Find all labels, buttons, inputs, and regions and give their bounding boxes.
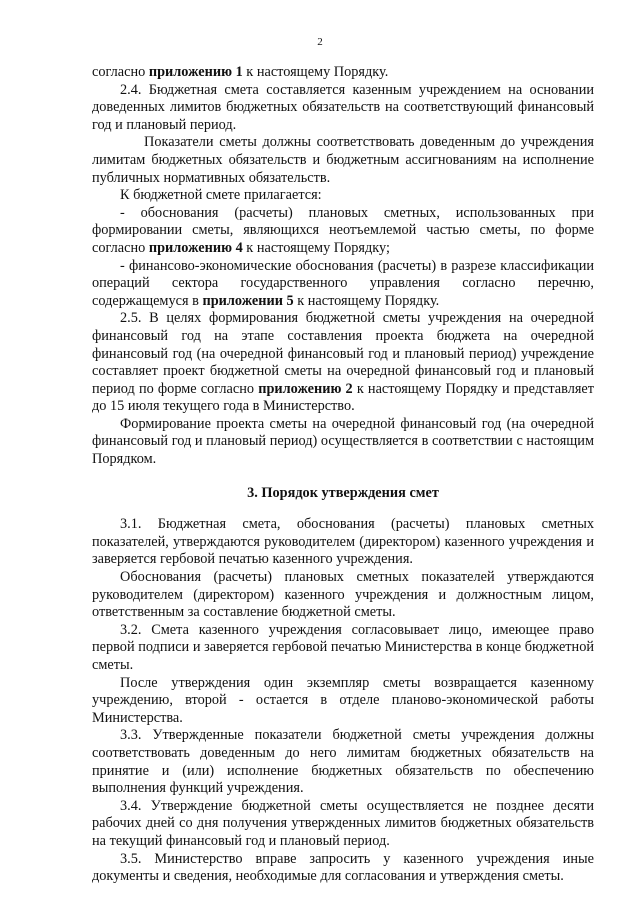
paragraph: согласно приложению 1 к настоящему Порядку. [92,64,389,80]
paragraph: Показатели сметы должны соответствовать доведенным до учреждения лимитам бюджетных обязательств и бюджетным ассигнованиям на исполнение публичных нормативных обязательств. [92,134,594,186]
appendix-reference: приложению 2 [258,380,353,397]
list-item: - обоснования (расчеты) плановых сметных, использованных при формировании сметы, являющихся неотъемлемой частью сметы, по форме согласно приложению 4 к настоящему Порядку; [92,204,594,256]
paragraph: 3.4. Утверждение бюджетной сметы осуществляется не позднее десяти рабочих дней со дня получения утвержденных лимитов бюджетных обязательств на текущий финансовый год и плановый период. [92,797,594,849]
paragraph: 3.3. Утвержденные показатели бюджетной сметы учреждения должны соответствовать доведенным до него лимитам бюджетных обязательств на принятие и (или) исполнение бюджетных обязательств по обеспечению выполнения функций учреждения. [92,727,594,797]
appendix-reference: приложению 1 [148,64,243,80]
paragraph: Формирование проекта сметы на очередной финансовый год (на очередной финансовый год и плановый период) осуществляется в соответствии с настоящим Порядком. [92,415,594,468]
paragraph: 3.1. Бюджетная смета, обоснования (расчеты) плановых сметных показателей, утверждаются руководителем (директором) казенного учреждения и заверяется гербовой печатью казенного учреждения. [92,516,594,568]
appendix-reference: приложению 4 [148,239,243,256]
paragraph: 2.5. В целях формирования бюджетной сметы учреждения на очередной финансовый год на этапе составления проекта бюджета на очередной финансовый год (на очередной финансовый год и плановый период) учреждение составляет проект бюджетной сметы на очередной финансовый год и плановый период по форме согласно приложению 2 к настоящему Порядку и представляет до 15 июля текущего года в Министерство. [92,310,594,415]
paragraph: После утверждения один экземпляр сметы возвращается казенному учреждению, второй - остается в отделе планово-экономической работы Министерства. [92,674,594,726]
section-heading: 3. Порядок утверждения смет [247,484,439,501]
paragraph: К бюджетной смете прилагается: [120,187,322,204]
appendix-reference: приложении 5 [202,292,294,309]
paragraph: 3.5. Министерство вправе запросить у казенного учреждения иные документы и сведения, необходимые для согласования и утверждения сметы. [92,850,594,885]
list-item: - финансово-экономические обоснования (расчеты) в разрезе классификации операций сектора государственного управления согласно перечню, содержащемуся в приложении 5 к настоящему Порядку. [92,257,594,309]
paragraph: Обоснования (расчеты) плановых сметных показателей утверждаются руководителем (директором) казенного учреждения и должностным лицом, ответственным за составление бюджетной сметы. [92,569,594,621]
paragraph: 3.2. Смета казенного учреждения согласовывает лицо, имеющее право первой подписи и заверяется гербовой печатью Министерства в конце бюджетной сметы. [92,621,594,673]
document-body [92,64,594,886]
page-number: 2 [317,36,323,48]
paragraph: 2.4. Бюджетная смета составляется казенным учреждением на основании доведенных лимитов бюджетных обязательств на соответствующий финансовый год и плановый период. [92,81,594,133]
